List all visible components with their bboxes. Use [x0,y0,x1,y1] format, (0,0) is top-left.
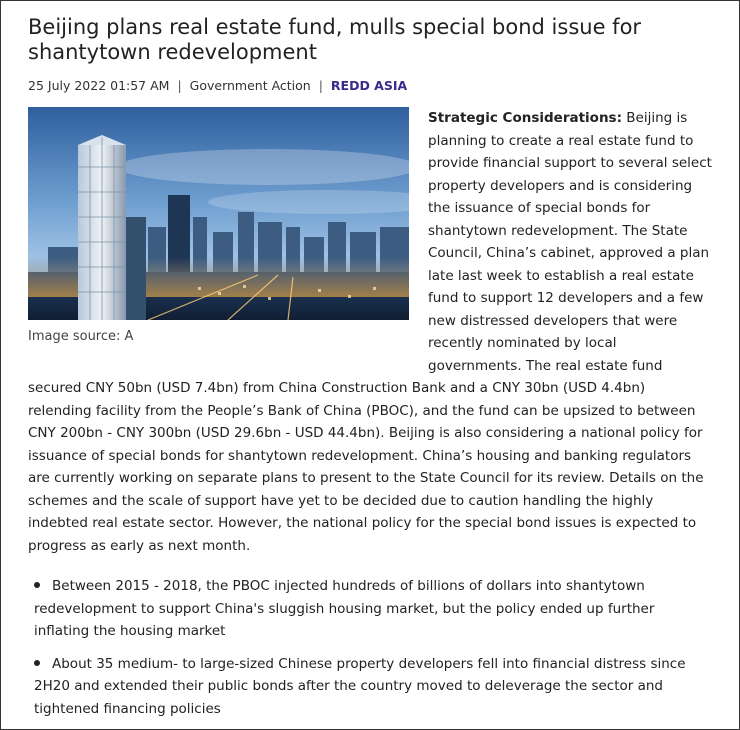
article-title: Beijing plans real estate fund, mulls special bond issue for shantytown redevelopment [28,15,642,64]
article-body [28,107,713,557]
list-item-text: About 35 medium- to large-sized Chinese property developers fell into financial distress since 2H20 and extended their public bonds after the country moved to deleverage the sector and tightened financing policies [34,655,686,717]
list-item-text: Between 2015 - 2018, the PBOC injected hundreds of billions of dollars into shantytown redevelopment to support China's sluggish housing market, but the policy ended up further inflating the housing market [34,578,655,639]
meta-separator: | [318,78,323,93]
image-float-spacer [28,107,428,377]
meta-separator: | [177,78,182,93]
bullet-icon [34,582,40,588]
list-item [28,653,713,721]
image-caption: Image source: A [28,329,134,344]
source-link[interactable]: REDD ASIA [330,78,408,93]
key-points-list [28,575,713,730]
article-meta [28,77,407,95]
list-item [28,575,713,643]
article-category: Government Action [189,78,311,93]
bullet-icon [34,660,40,666]
article-body-text: Beijing is planning to create a real estate fund to provide financial support to several select property developers and is considering the issuance of special bonds for shantytown redevelopment. The State Council, China’s cabinet, approved a plan late last week to establish a real estate fund to support 12 developers and a few new distressed developers that were recently nominated by local governments. The real estate fund secured CNY 50bn (USD 7.4bn) from China Construction Bank and a CNY 30bn (USD 4.4bn) relending facility from the People’s Bank of China (PBOC), and the fund can be upsized to between CNY 200bn - CNY 300bn (USD 29.6bn - USD 44.4bn). Beijing is also considering a national policy for issuance of special bonds for shantytown redevelopment. China’s housing and banking regulators are currently working on separate plans to present to the State Council for its review. Details on the schemes and the scale of support have yet to be decided due to caution handling the highly indebted real estate sector. However, the national policy for the special bond issues is expected to progress as early as next month. [28,110,712,554]
article-date: 25 July 2022 01:57 AM [28,78,170,93]
lead-label: Strategic Considerations: [428,110,622,126]
